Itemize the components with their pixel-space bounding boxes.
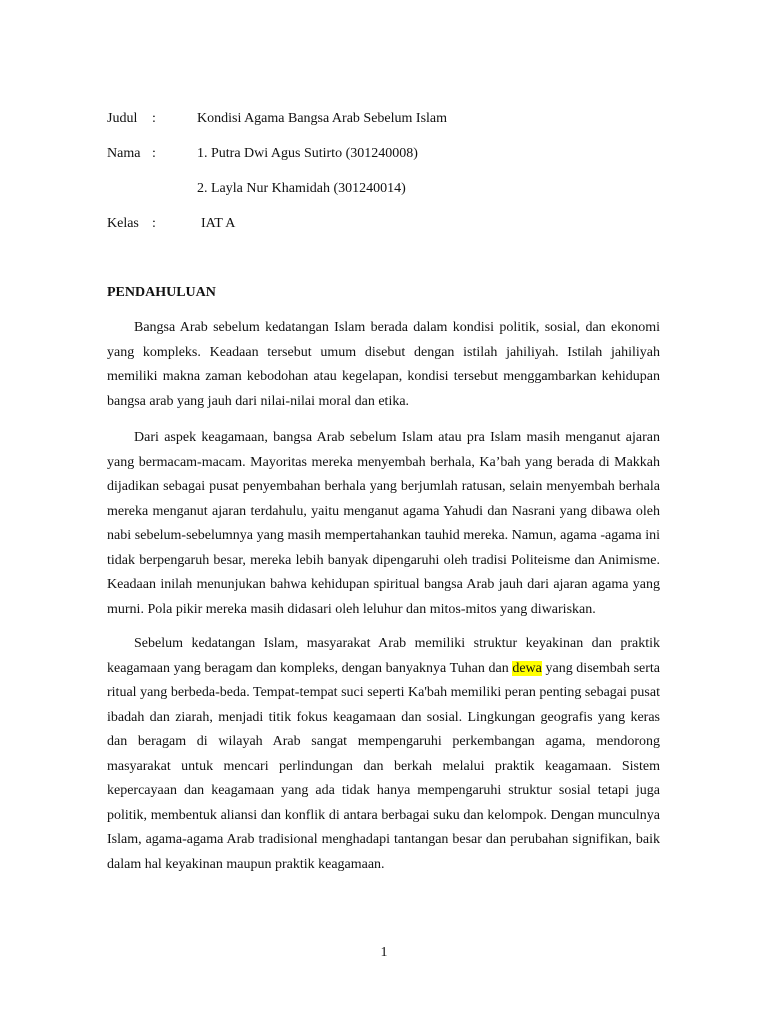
judul-label: Judul bbox=[107, 111, 138, 126]
nama-value-2: 2. Layla Nur Khamidah (301240014) bbox=[197, 181, 406, 196]
body-text-3 bbox=[107, 632, 660, 877]
paragraph-3 bbox=[107, 632, 660, 877]
nama-colon: : bbox=[152, 146, 156, 161]
body-text-2 bbox=[107, 426, 660, 622]
paragraph-1: Bangsa Arab sebelum kedatangan Islam berada dalam kondisi politik, sosial, dan ekonomi yang kompleks. Keadaan tersebut umum disebut dengan istilah jahiliyah. Istilah jahiliyah memiliki makna zaman kebodohan atau kegelapan, kondisi tersebut menggambarkan kehidupan bangsa arab yang jauh dari nilai-nilai moral dan etika. bbox=[107, 320, 660, 409]
judul-value: Kondisi Agama Bangsa Arab Sebelum Islam bbox=[197, 111, 448, 126]
nama-label: Nama bbox=[107, 146, 141, 161]
kelas-colon: : bbox=[152, 216, 156, 231]
body-text bbox=[107, 316, 660, 414]
judul-colon: : bbox=[152, 111, 156, 126]
kelas-value: IAT A bbox=[201, 216, 236, 231]
paragraph-3-before: Sebelum kedatangan Islam, masyarakat Arab memiliki struktur keyakinan dan praktik keagamaan yang beragam dan kompleks, dengan banyaknya Tuhan dan bbox=[107, 636, 660, 676]
paragraph-2: Dari aspek keagamaan, bangsa Arab sebelum Islam atau pra Islam masih menganut ajaran yang bermacam-macam. Mayoritas mereka menyembah berhala, Ka’bah yang berada di Makkah dijadikan sebagai pusat penyembahan berhala yang berjumlah ratusan, selain menyembah berhala mereka menganut ajaran terdahulu, yaitu menganut agama Yahudi dan Nasrani yang dibawa oleh nabi sebelum-sebelumnya yang masih mempertahankan tauhid mereka. Namun, agama -agama ini tidak berpengaruh besar, mereka lebih banyak dipengaruhi oleh tradisi Politeisme dan Animisme. Keadaan inilah menunjukan bahwa kehidupan spiritual bangsa Arab jauh dari ajaran agama yang murni. Pola pikir mereka masih didasari oleh leluhur dan mitos-mitos yang diwariskan. bbox=[107, 430, 660, 617]
nama-value-1: 1. Putra Dwi Agus Sutirto (301240008) bbox=[197, 146, 418, 161]
highlighted-word: dewa bbox=[512, 660, 542, 676]
section-heading: PENDAHULUAN bbox=[107, 285, 216, 300]
paragraph-3-after: yang disembah serta ritual yang berbeda-beda. Tempat-tempat suci seperti Ka'bah memiliki peran penting sebagai pusat ibadah dan ziarah, menjadi titik fokus keagamaan dan sosial. Lingkungan geografis yang keras dan beragam di wilayah Arab sangat mempengaruhi perkembangan agama, mendorong masyarakat untuk mencari perlindungan dan berkah melalui praktik keagamaan. Sistem kepercayaan dan keagamaan yang ada tidak hanya mempengaruhi struktur sosial tetapi juga politik, membentuk aliansi dan konflik di antara berbagai suku dan kelompok. Dengan munculnya Islam, agama-agama Arab tradisional menghadapi tantangan besar dan perubahan signifikan, baik dalam hal keyakinan maupun praktik keagamaan. bbox=[107, 660, 661, 872]
kelas-label: Kelas bbox=[107, 216, 139, 231]
page-number: 1 bbox=[380, 945, 388, 960]
